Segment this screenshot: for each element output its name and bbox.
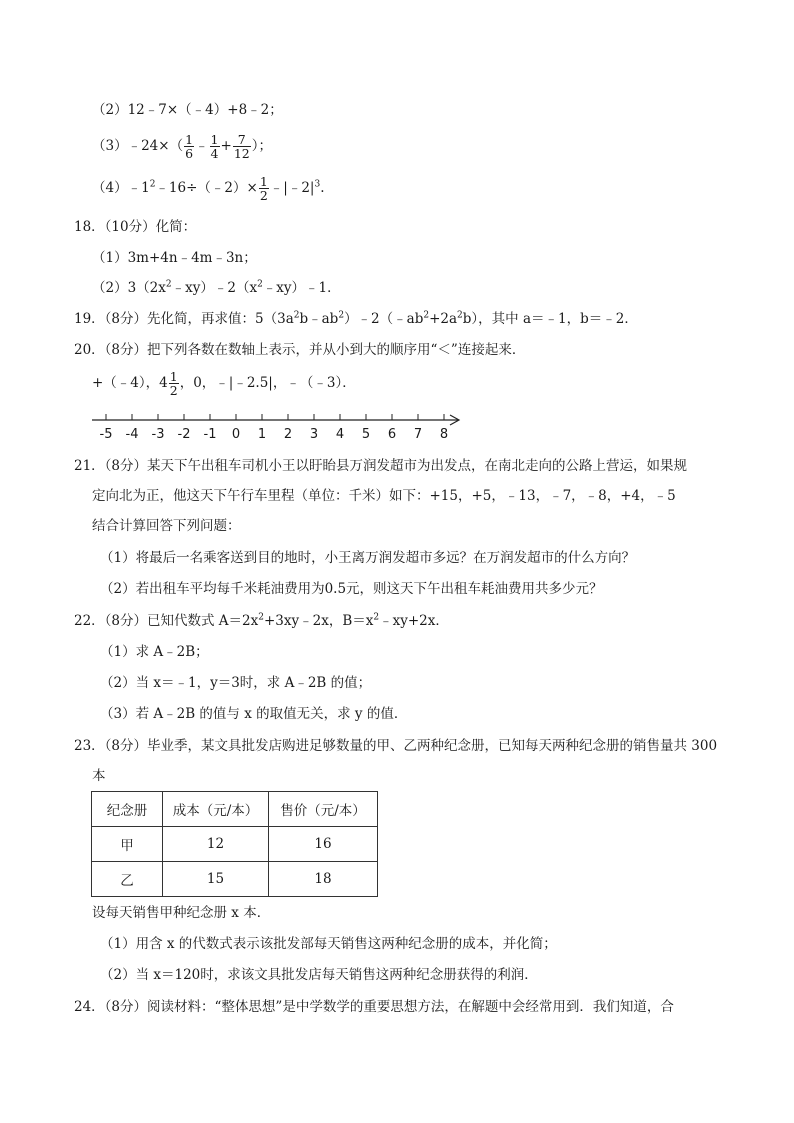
q21-line3: 结合计算回答下列问题： — [92, 518, 241, 534]
axis-tick-label: 4 — [335, 427, 345, 442]
q21-part1: （1）将最后一名乘客送到目的地时，小王离万润发超市多远？在万润发超市的什么方向？ — [100, 550, 636, 566]
fraction: $\frac{1}{4}$ — [210, 132, 219, 161]
table-header-cell: 售价（元/本） — [269, 792, 378, 827]
q18-part2: $(2)3(2x^2﹣xy)﹣2(x^2﹣xy)﹣1$． — [92, 279, 341, 296]
q20-title: 20．（8分）把下列各数在数轴上表示，并从小到大的顺序用“＜”连接起来． — [74, 342, 526, 358]
q21-line1: 21．（8分）某天下午出租车司机小王以盱眙县万润发超市为出发点，在南北走向的公路上营运，如果规 — [74, 458, 688, 474]
table-row — [92, 827, 378, 862]
q21-line2: 定向北为正，他这天下午行车里程（单位：千米）如下：+15，+5，﹣13，﹣7，﹣8，+4，﹣5 — [92, 488, 676, 504]
fraction: $\frac{1}{6}$ — [185, 132, 194, 161]
q24-line1: 24．（8分）阅读材料：“整体思想”是中学数学的重要思想方法，在解题中会经常用到．我们知道，合 — [74, 999, 674, 1015]
table-cell: 16 — [269, 827, 378, 862]
number-line — [88, 410, 468, 446]
fraction: $\frac{1}{2}$ — [259, 174, 268, 203]
axis-tick-label: 5 — [361, 427, 371, 442]
table-row — [92, 862, 378, 897]
q18-title: 18．（10分）化简： — [74, 219, 197, 235]
axis-tick-label: 3 — [309, 427, 319, 442]
axis-tick-label: -1 — [203, 427, 217, 442]
q23-line2: 本 — [92, 768, 106, 784]
axis-tick-label: -3 — [151, 427, 165, 442]
table-cell: 15 — [163, 862, 269, 897]
q23-part2: （2）当 x＝120时，求该文具批发店每天销售这两种纪念册获得的利润． — [100, 967, 538, 983]
q22-part1: （1）求 A﹣2B； — [100, 644, 209, 660]
q23-line3: 设每天销售甲种纪念册 x 本． — [92, 905, 271, 921]
table-cell: 12 — [163, 827, 269, 862]
axis-tick-label: -2 — [177, 427, 191, 442]
table-header-cell: 成本（元/本） — [163, 792, 269, 827]
q17-part3: （3）﹣24×（ $\frac{1}{6}$ ﹣ $\frac{1}{4}$ + $\frac{7}{12}$ ）； — [92, 132, 272, 161]
q22-part2: （2）当 x＝﹣1，y＝3时，求 A﹣2B 的值； — [100, 675, 372, 691]
axis-tick-label: 0 — [231, 427, 241, 442]
q22-part3: （3）若 A﹣2B 的值与 x 的取值无关，求 y 的值． — [100, 706, 408, 722]
q21-part2: （2）若出租车平均每千米耗油费用为0.5元，则这天下午出租车耗油费用共多少元？ — [100, 581, 603, 597]
fraction: $\frac{1}{2}$ — [169, 369, 178, 398]
axis-tick-label: -4 — [125, 427, 139, 442]
q17-part2: （2）12﹣7×（﹣4）+8﹣2； — [92, 102, 283, 118]
q17-part4: $(4)﹣1^2﹣16\div(﹣2)\times$ $\frac{1}{2}$ $﹣|﹣2|^3$. — [92, 174, 325, 203]
q18-part1: （1）3m+4n﹣4m﹣3n； — [92, 250, 257, 266]
axis-tick-label: 6 — [387, 427, 397, 442]
axis-tick-label: -5 — [99, 427, 113, 442]
axis-tick-label: 2 — [283, 427, 293, 442]
table-header-row — [92, 792, 378, 827]
q23-line1: 23．（8分）毕业季，某文具批发店购进足够数量的甲、乙两种纪念册，已知每天两种纪念册的销售量共 300 — [74, 738, 718, 754]
table-cell: 乙 — [92, 862, 163, 897]
q23-part1: （1）用含 x 的代数式表示该批发部每天销售这两种纪念册的成本，并化简； — [100, 936, 557, 952]
table-cell: 18 — [269, 862, 378, 897]
price-table — [91, 791, 378, 897]
q22-title: 22．（8分）已知代数式 $A=2x^2+3xy﹣2x$，$B=x^2﹣xy+2x$． — [74, 612, 449, 629]
table-cell: 甲 — [92, 827, 163, 862]
axis-tick-label: 7 — [413, 427, 423, 442]
fraction: $\frac{7}{12}$ — [233, 132, 250, 161]
axis-tick-label: 1 — [257, 427, 267, 442]
table-header-cell: 纪念册 — [92, 792, 163, 827]
q19-text: 19．（8分）先化简，再求值：$5(3a^2b﹣ab^2)﹣2(﹣ab^2+2a^2b)$，其中 a＝﹣1，b＝﹣2． — [74, 310, 638, 327]
axis-tick-label: 8 — [439, 427, 449, 442]
q20-numbers: +（﹣4），4 $\frac{1}{2}$ ，0，﹣|﹣2.5|，﹣（﹣3）． — [92, 369, 356, 398]
